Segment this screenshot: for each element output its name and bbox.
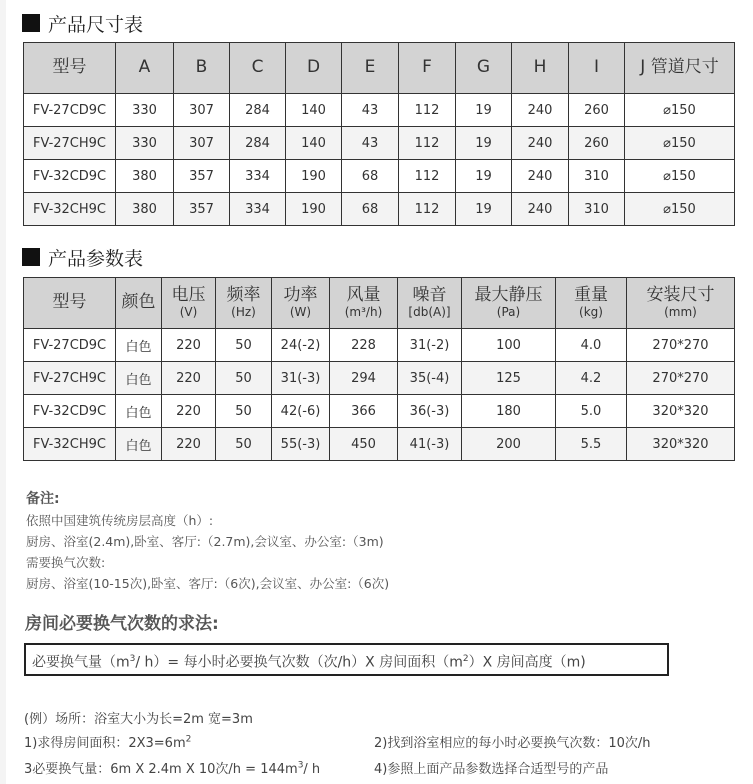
table-cell: 19 [456, 160, 512, 193]
formula-part: 必要换气量（m [32, 654, 130, 671]
table-row [24, 428, 735, 461]
table-cell: 19 [456, 193, 512, 226]
table-cell: 357 [174, 193, 230, 226]
table-cell: FV-32CH9C [24, 428, 116, 461]
header-unit: (mm) [664, 304, 697, 319]
param-table [23, 277, 735, 461]
table-cell: FV-32CD9C [24, 160, 116, 193]
example-step-1 [24, 732, 191, 751]
table-cell: FV-27CD9C [24, 94, 116, 127]
header-unit: (Pa) [496, 304, 521, 319]
table-cell: 19 [456, 94, 512, 127]
column-header [272, 278, 330, 329]
table-cell: 228 [330, 329, 398, 362]
table-cell: 112 [399, 193, 456, 226]
table-cell: 330 [116, 94, 174, 127]
table-cell: 68 [342, 160, 399, 193]
table-cell: 43 [342, 127, 399, 160]
table-row [24, 160, 735, 193]
table-cell: 330 [116, 127, 174, 160]
column-header [162, 278, 216, 329]
table-cell: 112 [399, 160, 456, 193]
table-cell: 白色 [116, 329, 162, 362]
table-cell: 140 [286, 94, 342, 127]
column-header [330, 278, 398, 329]
table-row [24, 94, 735, 127]
table-cell: 334 [230, 193, 286, 226]
table-cell: 68 [342, 193, 399, 226]
table-cell: 4.2 [556, 362, 627, 395]
table-cell: 220 [162, 362, 216, 395]
table-cell: 白色 [116, 362, 162, 395]
table-cell: 240 [512, 94, 569, 127]
column-header: B [174, 43, 230, 94]
table-cell: ⌀150 [625, 94, 735, 127]
table-cell: 31(-3) [272, 362, 330, 395]
header-label: 型号 [52, 292, 87, 313]
table-cell: 5.0 [556, 395, 627, 428]
table-row [24, 362, 735, 395]
formula-part: ）X 房间高度（m) [468, 654, 586, 671]
table-cell: 307 [174, 94, 230, 127]
table-cell: FV-32CD9C [24, 395, 116, 428]
header-label: 电压 [171, 285, 206, 306]
table-cell: 43 [342, 94, 399, 127]
column-header: C [230, 43, 286, 94]
table-cell: 284 [230, 94, 286, 127]
column-header: D [286, 43, 342, 94]
table-cell: 50 [216, 362, 272, 395]
table-row [24, 329, 735, 362]
table-cell: 220 [162, 395, 216, 428]
formula-box [24, 643, 669, 676]
header-unit: (W) [289, 304, 312, 319]
header-unit: (V) [179, 304, 198, 319]
step-sup: 3 [297, 760, 304, 771]
column-header: J 管道尺寸 [625, 43, 735, 94]
table-cell: 36(-3) [398, 395, 462, 428]
example-step-2: 2)找到浴室相应的每小时必要换气次数：10次/h [374, 736, 651, 751]
header-label: 噪音 [412, 285, 447, 306]
table-cell: 450 [330, 428, 398, 461]
table-cell: 190 [286, 193, 342, 226]
table-cell: 112 [399, 127, 456, 160]
table-cell: 320*320 [627, 395, 735, 428]
param-table-title-text: 产品参数表 [48, 247, 144, 270]
formula-part: / h）= 每小时必要换气次数（次/h）X 房间面积（m [135, 654, 463, 671]
table-cell: 50 [216, 428, 272, 461]
notes-line: 厨房、浴室(10-15次),卧室、客厅:（6次),会议室、办公室:（6次) [26, 576, 390, 591]
table-cell: ⌀150 [625, 127, 735, 160]
table-cell: 50 [216, 329, 272, 362]
column-header: F [399, 43, 456, 94]
size-table [23, 42, 735, 226]
table-cell: 白色 [116, 428, 162, 461]
table-cell: 240 [512, 127, 569, 160]
table-cell: 180 [462, 395, 556, 428]
param-table-title [22, 245, 143, 269]
step-sup: 2 [185, 734, 192, 745]
table-cell: 5.5 [556, 428, 627, 461]
table-cell: 35(-4) [398, 362, 462, 395]
table-cell: ⌀150 [625, 193, 735, 226]
header-unit: (kg) [579, 304, 603, 319]
table-cell: FV-27CH9C [24, 362, 116, 395]
table-cell: 42(-6) [272, 395, 330, 428]
notes-line: 依照中国建筑传统房层高度（h）: [26, 513, 214, 528]
table-cell: 310 [569, 160, 625, 193]
column-header [216, 278, 272, 329]
square-bullet-icon [22, 248, 40, 266]
size-table-title-text: 产品尺寸表 [48, 13, 144, 36]
table-row [24, 395, 735, 428]
column-header [462, 278, 556, 329]
header-unit: (Hz) [231, 304, 256, 319]
step-text: / h [303, 762, 321, 777]
column-header [627, 278, 735, 329]
header-label: 频率 [226, 285, 261, 306]
column-header [556, 278, 627, 329]
table-cell: 220 [162, 428, 216, 461]
column-header: A [116, 43, 174, 94]
table-cell: 270*270 [627, 329, 735, 362]
table-row [24, 127, 735, 160]
column-header: G [456, 43, 512, 94]
table-cell: 白色 [116, 395, 162, 428]
column-header: I [569, 43, 625, 94]
table-cell: 31(-2) [398, 329, 462, 362]
page-edge [0, 0, 6, 784]
table-cell: FV-32CH9C [24, 193, 116, 226]
table-cell: 240 [512, 160, 569, 193]
table-cell: 307 [174, 127, 230, 160]
header-label: 重量 [574, 285, 608, 306]
column-header [24, 278, 116, 329]
column-header: 型号 [24, 43, 116, 94]
column-header: E [342, 43, 399, 94]
column-header [398, 278, 462, 329]
table-cell: 260 [569, 94, 625, 127]
header-label: 最大静压 [474, 285, 543, 306]
table-cell: 294 [330, 362, 398, 395]
formula-sup: 2 [462, 654, 469, 664]
table-cell: 366 [330, 395, 398, 428]
table-cell: 24(-2) [272, 329, 330, 362]
notes-line: 需要换气次数: [26, 555, 106, 570]
table-cell: 50 [216, 395, 272, 428]
table-cell: 320*320 [627, 428, 735, 461]
table-cell: 140 [286, 127, 342, 160]
square-bullet-icon [22, 14, 40, 32]
method-title: 房间必要换气次数的求法: [25, 614, 219, 634]
step-text: 1)求得房间面积：2X3=6m [24, 736, 186, 751]
table-cell: 220 [162, 329, 216, 362]
size-table-title [22, 11, 143, 35]
table-cell: FV-27CD9C [24, 329, 116, 362]
table-cell: 100 [462, 329, 556, 362]
header-unit: [db(A)] [408, 304, 451, 319]
table-cell: 260 [569, 127, 625, 160]
table-cell: FV-27CH9C [24, 127, 116, 160]
table-cell: 200 [462, 428, 556, 461]
table-cell: 334 [230, 160, 286, 193]
header-label: 安装尺寸 [646, 285, 715, 306]
notes-title: 备注: [26, 491, 60, 507]
table-cell: 41(-3) [398, 428, 462, 461]
notes-line: 厨房、浴室(2.4m),卧室、客厅:（2.7m),会议室、办公室:（3m) [26, 534, 384, 549]
table-cell: 284 [230, 127, 286, 160]
table-cell: 240 [512, 193, 569, 226]
table-cell: ⌀150 [625, 160, 735, 193]
header-label: 风量 [346, 285, 381, 306]
example-step-4: 4)参照上面产品参数选择合适型号的产品 [374, 762, 609, 777]
table-cell: 310 [569, 193, 625, 226]
formula-sup: 3 [129, 654, 136, 664]
table-cell: 190 [286, 160, 342, 193]
table-cell: 19 [456, 127, 512, 160]
table-cell: 125 [462, 362, 556, 395]
step-text: 3必要换气量：6m X 2.4m X 10次/h = 144m [24, 762, 298, 777]
table-cell: 112 [399, 94, 456, 127]
column-header [116, 278, 162, 329]
header-label: 功率 [283, 285, 318, 306]
column-header: H [512, 43, 569, 94]
table-cell: 270*270 [627, 362, 735, 395]
table-row [24, 193, 735, 226]
table-cell: 4.0 [556, 329, 627, 362]
header-label: 颜色 [121, 292, 156, 313]
example-step-3 [24, 758, 320, 777]
table-cell: 380 [116, 193, 174, 226]
example-intro: (例）场所：浴室大小为长=2m 宽=3m [24, 712, 253, 727]
notes [26, 489, 389, 594]
table-cell: 357 [174, 160, 230, 193]
table-cell: 55(-3) [272, 428, 330, 461]
header-unit: (m³/h) [344, 304, 383, 319]
table-cell: 380 [116, 160, 174, 193]
